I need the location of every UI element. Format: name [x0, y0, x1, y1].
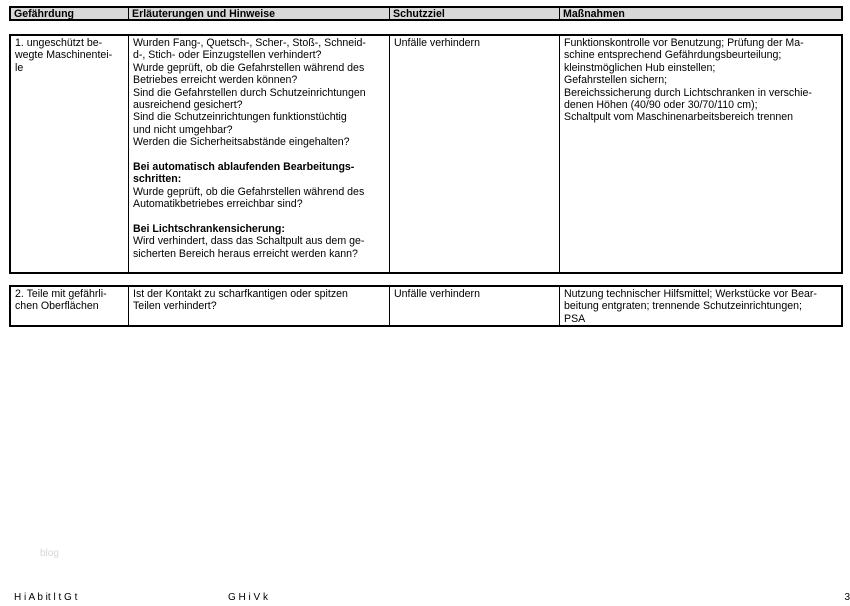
table-header: [9, 6, 843, 21]
table-row: [9, 285, 843, 327]
header-notes: Erläuterungen und Hinweise: [129, 8, 390, 19]
cell-line: Nutzung technischer Hilfsmittel; Werkstücke vor Bear-: [564, 288, 817, 300]
cell-line: wegte Maschinentei-: [15, 49, 113, 62]
cell-line: Ist der Kontakt zu scharfkantigen oder spitzen: [133, 288, 348, 300]
header-goal: Schutzziel: [390, 8, 560, 19]
watermark: blog: [40, 548, 59, 559]
notes-cell: [129, 287, 390, 325]
page-number: 3: [844, 592, 850, 603]
cell-line: Gefahrstellen sichern;: [564, 74, 668, 87]
cell-line: schine entsprechend Gefährdungsbeurteilung;: [564, 49, 782, 62]
cell-line: Wurden Fang-, Quetsch-, Scher-, Stoß-, Schneid-: [133, 37, 366, 49]
cell-line: denen Höhen (40/90 oder 30/70/110 cm);: [564, 99, 758, 112]
cell-line: Betriebes erreicht werden können?: [133, 74, 298, 87]
cell-line: 2. Teile mit gefährli-: [15, 288, 107, 300]
cell-line: Schaltpult vom Maschinenarbeitsbereich trennen: [564, 111, 794, 124]
cell-line: 1. ungeschützt be-: [15, 37, 103, 49]
cell-line: chen Oberflächen: [15, 300, 99, 313]
cell-line: Wurde geprüft, ob die Gefahrstellen während des: [133, 185, 365, 198]
cell-line: d-, Stich- oder Einzugstellen verhindert?: [133, 49, 322, 62]
hazard-cell: [11, 287, 129, 325]
section-heading: Bei automatisch ablaufenden Bearbeitungs-: [133, 161, 355, 174]
cell-line: Werden die Sicherheitsabstände eingehalten?: [133, 136, 350, 149]
hazard-cell: [11, 36, 129, 272]
footer-left: H i A b it l t G t: [14, 592, 78, 600]
cell-line: Sind die Gefahrstellen durch Schutzeinrichtungen: [133, 86, 366, 99]
cell-line: Unfälle verhindern: [394, 37, 480, 49]
section-heading: schritten:: [133, 173, 182, 186]
page-footer: [0, 590, 850, 600]
header-hazard: Gefährdung: [11, 8, 129, 19]
cell-line: Wurde geprüft, ob die Gefahrstellen während des: [133, 61, 365, 74]
cell-line: Funktionskontrolle vor Benutzung; Prüfung der Ma-: [564, 37, 804, 49]
section-heading: Bei Lichtschrankensicherung:: [133, 223, 285, 236]
cell-line: Wird verhindert, dass das Schaltpult aus dem ge-: [133, 235, 365, 248]
cell-line: kleinstmöglichen Hub einstellen;: [564, 61, 716, 74]
cell-line: und nicht umgehbar?: [133, 123, 233, 136]
cell-line: le: [15, 61, 24, 74]
table-row: [9, 34, 843, 274]
cell-line: Sind die Schutzeinrichtungen funktionstüchtig: [133, 111, 347, 124]
cell-line: Automatikbetriebes erreichbar sind?: [133, 198, 303, 211]
notes-cell: [129, 36, 390, 272]
cell-line: PSA: [564, 312, 586, 325]
spacer: [133, 211, 385, 223]
header-measures: Maßnahmen: [563, 8, 625, 20]
goal-cell: [390, 287, 560, 325]
cell-line: sicherten Bereich heraus erreicht werden kann?: [133, 247, 358, 260]
cell-line: Unfälle verhindern: [394, 288, 480, 300]
cell-line: beitung entgraten; trennende Schutzeinrichtungen;: [564, 300, 802, 313]
cell-line: ausreichend gesichert?: [133, 99, 243, 112]
cell-line: Teilen verhindert?: [133, 300, 217, 313]
spacer: [133, 149, 385, 161]
measures-cell: [560, 287, 841, 325]
cell-line: Bereichssicherung durch Lichtschranken in verschie-: [564, 86, 812, 99]
measures-cell: [560, 36, 841, 272]
footer-middle: G H i V k: [228, 592, 269, 600]
goal-cell: [390, 36, 560, 272]
